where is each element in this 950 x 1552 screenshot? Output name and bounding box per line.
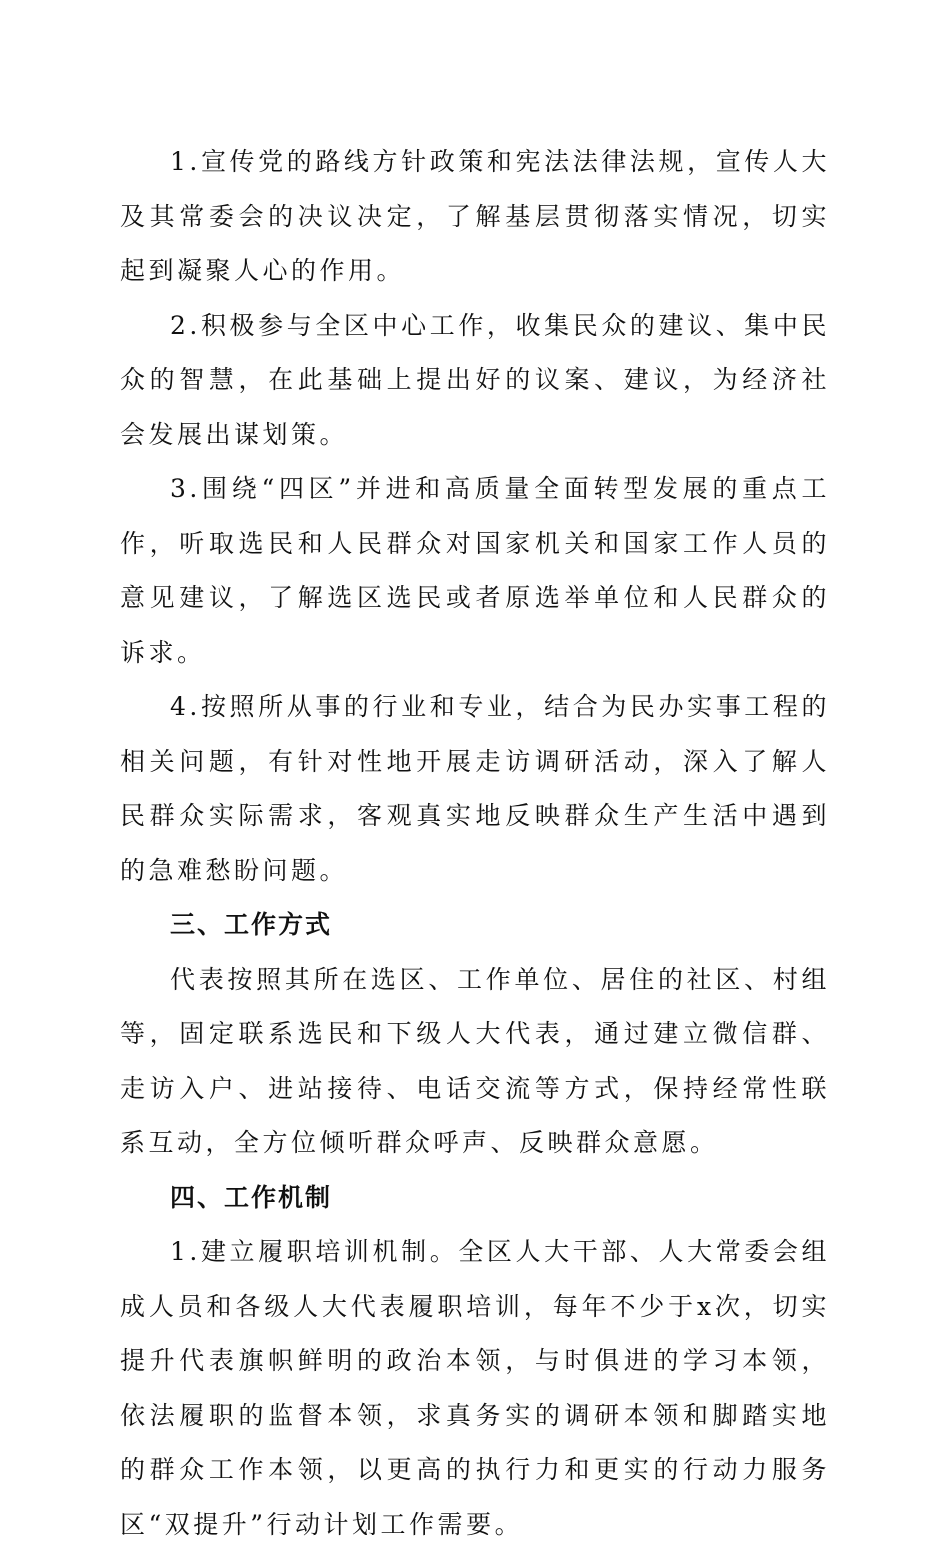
item-2-paragraph: 2.积极参与全区中心工作，收集民众的建议、集中民众的智慧，在此基础上提出好的议案、建议，为经济社会发展出谋划策。: [120, 310, 830, 449]
item-4-paragraph: 4.按照所从事的行业和专业，结合为民办实事工程的相关问题，有针对性地开展走访调研活动，深入了解人民群众实际需求，客观真实地反映群众生产生活中遇到的急难愁盼问题。: [120, 692, 830, 885]
work-method-paragraph: 代表按照其所在选区、工作单位、居住的社区、村组等，固定联系选民和下级人大代表，通过建立微信群、走访入户、进站接待、电话交流等方式，保持经常性联系互动，全方位倾听群众呼声、反映群众意愿。: [120, 964, 830, 1157]
mechanism-item-1-paragraph: 1.建立履职培训机制。全区人大干部、人大常委会组成人员和各级人大代表履职培训，每年不少于x次，切实提升代表旗帜鲜明的政治本领，与时俱进的学习本领，依法履职的监督本领，求真务实的调研本领和脚踏实地的群众工作本领，以更高的执行力和更实的行动力服务区“双提升”行动计划工作需要。: [120, 1237, 830, 1539]
section-heading-work-mechanism: 四、工作机制: [170, 1182, 333, 1212]
document-page: [120, 135, 830, 1552]
item-3-paragraph: 3.围绕“四区”并进和高质量全面转型发展的重点工作，听取选民和人民群众对国家机关和国家工作人员的意见建议，了解选区选民或者原选举单位和人民群众的诉求。: [120, 474, 830, 667]
section-heading-work-method: 三、工作方式: [170, 910, 333, 939]
item-1-paragraph: 1.宣传党的路线方针政策和宪法法律法规，宣传人大及其常委会的决议决定，了解基层贯彻落实情况，切实起到凝聚人心的作用。: [120, 147, 830, 285]
